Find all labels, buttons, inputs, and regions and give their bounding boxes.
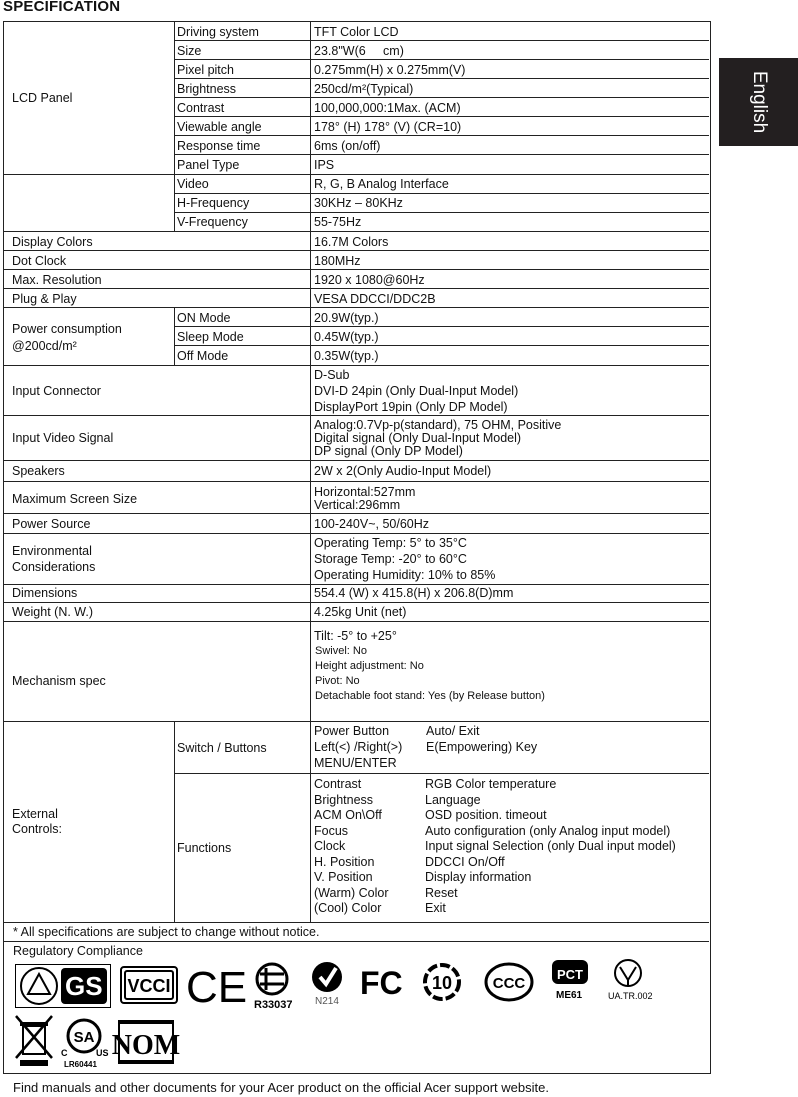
function-item: Auto configuration (only Analog input model) xyxy=(425,824,671,838)
language-tab-label: English xyxy=(748,70,770,134)
lcd-row-value: 100,000,000:1Max. (ACM) xyxy=(314,101,461,115)
mechanism-line: Height adjustment: No xyxy=(315,660,424,672)
vcci-icon xyxy=(120,966,178,1004)
spec-name: Dot Clock xyxy=(12,254,67,268)
function-item: Brightness xyxy=(314,793,374,807)
vcci-text: VCCI xyxy=(127,976,171,996)
spec-name: Plug & Play xyxy=(12,292,77,306)
signal-row-name: H-Frequency xyxy=(177,196,250,210)
signal-row-value: R, G, B Analog Interface xyxy=(314,177,449,191)
spec-value: 180MHz xyxy=(314,254,361,268)
ccc-icon xyxy=(484,962,534,1002)
function-item: (Cool) Color xyxy=(314,901,382,915)
mechanism-line: Pivot: No xyxy=(315,675,360,687)
pct-text: PCT xyxy=(557,967,583,982)
language-tab xyxy=(719,58,798,146)
pct-icon xyxy=(550,958,598,1000)
lcd-row-name: Pixel pitch xyxy=(177,63,234,77)
lcd-row-value: TFT Color LCD xyxy=(314,25,399,39)
lcd-row-name: Viewable angle xyxy=(177,120,262,134)
csa-us: US xyxy=(96,1048,109,1058)
spec-value: VESA DDCCI/DDC2B xyxy=(314,292,436,306)
external-label-sub: Controls: xyxy=(12,822,63,836)
weight-label: Weight (N. W.) xyxy=(12,605,94,619)
ce-text: CE xyxy=(186,963,248,1012)
input-connector-line: DVI-D 24pin (Only Dual-Input Model) xyxy=(314,384,519,398)
function-item: Exit xyxy=(425,901,446,915)
ccc-text: CCC xyxy=(492,975,526,992)
max-screen-line: Horizontal:527mm xyxy=(314,485,416,499)
bsmi-icon xyxy=(252,962,296,1010)
lcd-row-name: Panel Type xyxy=(177,158,240,172)
power-label-sub: @200cd/m² xyxy=(12,339,77,353)
power-row-value: 20.9W(typ.) xyxy=(314,311,379,325)
functions-label: Functions xyxy=(177,841,232,855)
power-row-value: 0.45W(typ.) xyxy=(314,330,379,344)
spec-note: * All specifications are subject to change without notice. xyxy=(13,925,320,939)
power-source-label: Power Source xyxy=(12,517,91,531)
page-title: SPECIFICATION xyxy=(3,0,121,15)
spec-value: 1920 x 1080@60Hz xyxy=(314,273,425,287)
speakers-value: 2W x 2(Only Audio-Input Model) xyxy=(314,464,492,478)
max-screen-label: Maximum Screen Size xyxy=(12,492,138,506)
dimensions-label: Dimensions xyxy=(12,586,78,600)
function-item: RGB Color temperature xyxy=(425,777,557,791)
signal-row-name: V-Frequency xyxy=(177,215,248,229)
lcd-row-value: 0.275mm(H) x 0.275mm(V) xyxy=(314,63,466,77)
nom-text: NOM xyxy=(111,1030,181,1061)
weee-bin-icon xyxy=(14,1014,54,1066)
function-item: Reset xyxy=(425,886,458,900)
spec-name: Display Colors xyxy=(12,235,93,249)
lcd-row-name: Contrast xyxy=(177,101,225,115)
spec-name: Max. Resolution xyxy=(12,273,102,287)
environment-line: Operating Temp: 5° to 35°C xyxy=(314,536,467,550)
ctick-code: N214 xyxy=(315,996,339,1007)
fcc-icon xyxy=(360,964,404,1001)
mechanism-line: Swivel: No xyxy=(315,645,367,657)
csa-icon xyxy=(60,1016,112,1068)
signal-row-name: Video xyxy=(177,177,209,191)
pct-code: ME61 xyxy=(556,990,583,1001)
input-connector-line: D-Sub xyxy=(314,368,350,382)
regulatory-label: Regulatory Compliance xyxy=(13,944,143,958)
power-row-value: 0.35W(typ.) xyxy=(314,349,379,363)
switch-item: Auto/ Exit xyxy=(426,724,480,738)
environment-line: Operating Humidity: 10% to 85% xyxy=(314,568,496,582)
ce-mark-icon xyxy=(186,962,248,1012)
lcd-row-value: 250cd/m²(Typical) xyxy=(314,82,414,96)
switch-item: Left(<) /Right(>) xyxy=(314,740,403,754)
external-label: External xyxy=(12,807,58,821)
function-item: Display information xyxy=(425,870,532,884)
mechanism-line: Detachable foot stand: Yes (by Release button) xyxy=(315,690,545,702)
function-item: V. Position xyxy=(314,870,373,884)
function-item: ACM On\Off xyxy=(314,808,382,822)
power-row-name: Sleep Mode xyxy=(177,330,244,344)
lcd-row-name: Brightness xyxy=(177,82,237,96)
input-connector-label: Input Connector xyxy=(12,384,101,398)
ten-text: 10 xyxy=(431,973,453,993)
footer-text: Find manuals and other documents for your Acer product on the official Acer support website. xyxy=(13,1080,549,1095)
china-rohs-10-icon xyxy=(422,962,462,1002)
function-item: DDCCI On/Off xyxy=(425,855,505,869)
input-video-line: Digital signal (Only Dual-Input Model) xyxy=(314,431,522,445)
function-item: Input signal Selection (only Dual input model) xyxy=(425,839,676,853)
lcd-row-value: 178° (H) 178° (V) (CR=10) xyxy=(314,120,462,134)
function-item: Language xyxy=(425,793,481,807)
function-item: (Warm) Color xyxy=(314,886,389,900)
lcd-row-value: IPS xyxy=(314,158,335,172)
fcc-text: FC xyxy=(360,965,403,1001)
tuv-gs-icon xyxy=(15,964,111,1008)
lcd-row-name: Driving system xyxy=(177,25,259,39)
weight-value: 4.25kg Unit (net) xyxy=(314,605,407,619)
nom-icon xyxy=(111,1020,181,1064)
function-item: Contrast xyxy=(314,777,362,791)
spec-value: 16.7M Colors xyxy=(314,235,389,249)
environment-label-sub: Considerations xyxy=(12,560,96,574)
csa-c: C xyxy=(61,1048,68,1058)
function-item: OSD position. timeout xyxy=(425,808,547,822)
lcd-row-value: 23.8"W(6 cm) xyxy=(314,44,404,58)
csa-code: LR60441 xyxy=(64,1060,97,1069)
input-connector-line: DisplayPort 19pin (Only DP Model) xyxy=(314,400,508,414)
speakers-label: Speakers xyxy=(12,464,65,478)
lcd-row-value: 6ms (on/off) xyxy=(314,139,381,153)
svg-text:GS: GS xyxy=(65,971,103,1001)
ua-code: UA.TR.002 xyxy=(608,991,653,1001)
function-item: Clock xyxy=(314,839,346,853)
function-item: H. Position xyxy=(314,855,375,869)
power-source-value: 100-240V~, 50/60Hz xyxy=(314,517,430,531)
power-row-name: Off Mode xyxy=(177,349,229,363)
switch-label: Switch / Buttons xyxy=(177,741,267,755)
input-video-line: DP signal (Only DP Model) xyxy=(314,444,463,458)
function-item: Focus xyxy=(314,824,349,838)
mechanism-label: Mechanism spec xyxy=(12,674,106,688)
switch-item: Power Button xyxy=(314,724,390,738)
signal-row-value: 30KHz – 80KHz xyxy=(314,196,403,210)
ua-tr-icon xyxy=(606,958,666,1002)
max-screen-line: Vertical:296mm xyxy=(314,498,401,512)
switch-item: MENU/ENTER xyxy=(314,756,397,770)
power-row-name: ON Mode xyxy=(177,311,231,325)
environment-line: Storage Temp: -20° to 60°C xyxy=(314,552,467,566)
c-tick-icon xyxy=(312,960,346,1006)
mechanism-tilt: Tilt: -5° to +25° xyxy=(314,629,397,643)
signal-row-value: 55-75Hz xyxy=(314,215,362,229)
lcd-row-name: Response time xyxy=(177,139,261,153)
input-video-label: Input Video Signal xyxy=(12,431,114,445)
power-label: Power consumption xyxy=(12,322,122,336)
lcd-panel-label: LCD Panel xyxy=(12,91,73,105)
lcd-row-name: Size xyxy=(177,44,202,58)
input-video-line: Analog:0.7Vp-p(standard), 75 OHM, Positive xyxy=(314,418,562,432)
environment-label: Environmental xyxy=(12,544,92,558)
bsmi-code: R33037 xyxy=(254,999,293,1011)
switch-item: E(Empowering) Key xyxy=(426,740,538,754)
csa-text: SA xyxy=(73,1029,95,1046)
dimensions-value: 554.4 (W) x 415.8(H) x 206.8(D)mm xyxy=(314,586,514,600)
